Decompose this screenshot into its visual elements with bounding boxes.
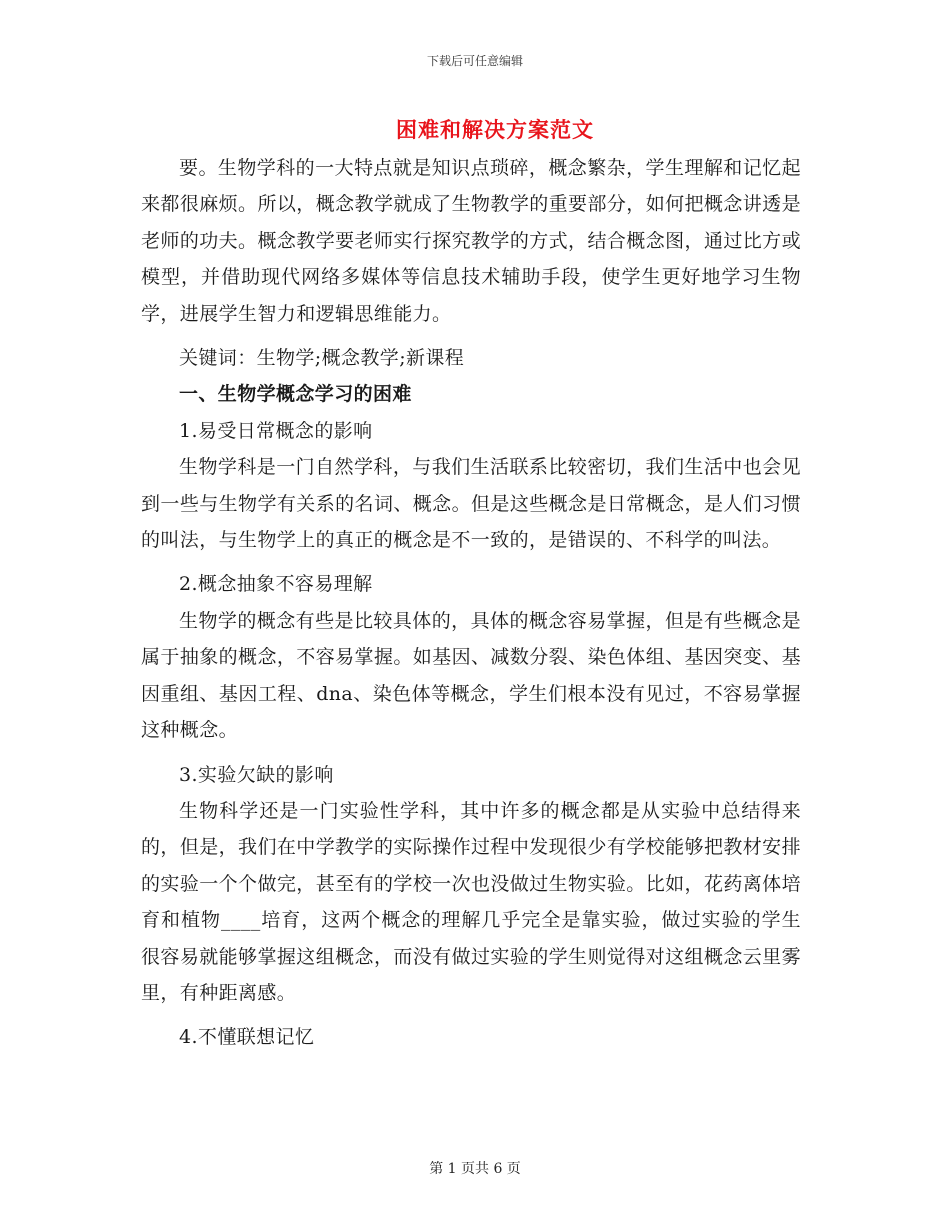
subheading-1: 1.易受日常概念的影响 [179, 419, 373, 442]
document-body [141, 150, 801, 1056]
subheading-2: 2.概念抽象不容易理解 [179, 573, 373, 596]
section-heading-1: 一、生物学概念学习的困难 [179, 383, 412, 406]
subheading-3: 3.实验欠缺的影响 [179, 763, 334, 786]
document-title: 困难和解决方案范文 [396, 117, 594, 142]
page-footer: 第 1 页共 6 页 [429, 1161, 521, 1177]
keywords-line: 关键词：生物学;概念教学;新课程 [179, 347, 465, 370]
subheading-4: 4.不懂联想记忆 [179, 1026, 315, 1049]
header-note: 下载后可任意编辑 [426, 54, 523, 68]
paragraph-3: 生物科学还是一门实验性学科，其中许多的概念都是从实验中总结得来的，但是，我们在中学教学的实际操作过程中发现很少有学校能够把教材安排的实验一个个做完，甚至有的学校一次也没做过生物实验。比如，花药离体培育和植物____培育，这两个概念的理解几乎完全是靠实验，做过实验的学生很容易就能够掌握这组概念，而没有做过实验的学生则觉得对这组概念云里雾里，有种距离感。 [141, 799, 801, 1004]
paragraph-2: 生物学的概念有些是比较具体的，具体的概念容易掌握，但是有些概念是属于抽象的概念，不容易掌握。如基因、减数分裂、染色体组、基因突变、基因重组、基因工程、dna、染色体等概念，学生们根本没有见过，不容易掌握这种概念。 [141, 609, 801, 742]
paragraph-1: 生物学科是一门自然学科，与我们生活联系比较密切，我们生活中也会见到一些与生物学有关系的名词、概念。但是这些概念是日常概念，是人们习惯的叫法，与生物学上的真正的概念是不一致的，是错误的、不科学的叫法。 [141, 456, 801, 552]
paragraph-abstract: 要。生物学科的一大特点就是知识点琐碎，概念繁杂，学生理解和记忆起来都很麻烦。所以，概念教学就成了生物教学的重要部分，如何把概念讲透是老师的功夫。概念教学要老师实行探究教学的方式，结合概念图，通过比方或模型，并借助现代网络多媒体等信息技术辅助手段，使学生更好地学习生物学，进展学生智力和逻辑思维能力。 [141, 157, 801, 325]
